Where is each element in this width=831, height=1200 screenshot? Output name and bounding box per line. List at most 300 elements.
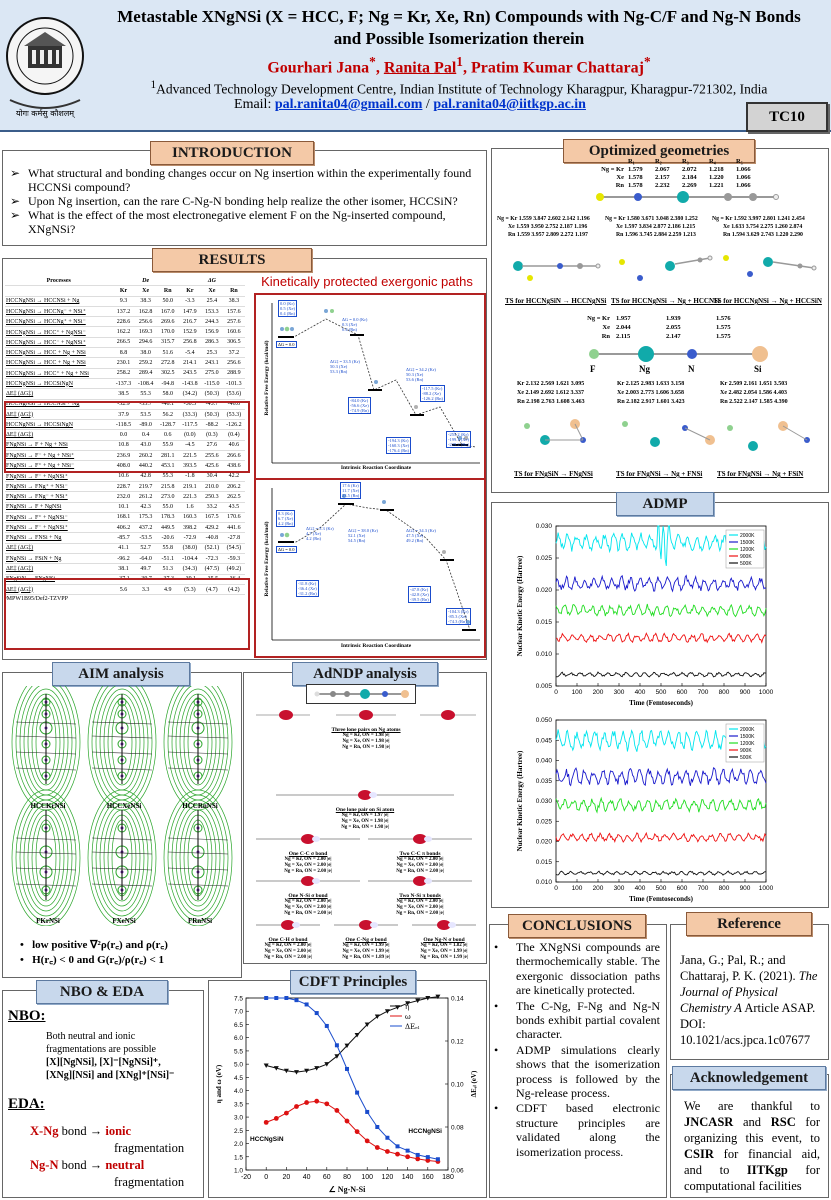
value-cell: 10.8 bbox=[112, 440, 134, 450]
process-cell: FNgNSi → F + NgNSi bbox=[5, 502, 112, 512]
y-tick-label: 5.5 bbox=[233, 1048, 243, 1056]
value-cell: 25.3 bbox=[201, 348, 223, 358]
value-cell: 4.9 bbox=[157, 584, 179, 594]
value-cell: 258.2 bbox=[112, 368, 134, 378]
y-tick-label: 0.030 bbox=[535, 523, 552, 530]
value-cell: 408.0 bbox=[112, 461, 134, 471]
x-tick-label: 500 bbox=[655, 885, 667, 892]
value-cell: 228.7 bbox=[112, 481, 134, 491]
table-row bbox=[5, 554, 245, 564]
y-tick-label: 0.020 bbox=[535, 838, 552, 846]
ts-label: TS for HCCNgNSi → Ng + HCCSiN bbox=[713, 297, 822, 305]
ts-block-data: Xe 1.633 3.754 2.275 1.260 2.874 bbox=[723, 224, 803, 230]
y-tick-label: 0.010 bbox=[535, 651, 552, 658]
value-cell: 244.3 bbox=[201, 317, 223, 327]
value-cell: 441.6 bbox=[223, 523, 245, 533]
data-point bbox=[274, 996, 278, 1000]
value-cell: 5.6 bbox=[112, 584, 134, 594]
value-cell: -36.4 bbox=[223, 574, 245, 584]
value-cell: 206.2 bbox=[223, 481, 245, 491]
geom-row: Rn 1.578 2.232 2.269 1.221 1.066 bbox=[615, 182, 751, 189]
table-row bbox=[5, 543, 245, 553]
value-cell: 230.1 bbox=[112, 358, 134, 368]
chart2-label: -47.8 (Kr) -42.8 (Xe) -39.5 (Rn) bbox=[410, 587, 429, 602]
x-tick-label: 180 bbox=[442, 1174, 454, 1181]
value-cell: 286.3 bbox=[201, 337, 223, 347]
conclusion-item: • The XNgNSi compounds are thermochemically stable. The exergonic dissociation paths are kinetically protected. bbox=[494, 940, 660, 998]
author-3: Pratim Kumar Chattaraj bbox=[470, 59, 644, 77]
adndp-line: Ng = Rn, ON = 1.98 |e| bbox=[342, 745, 390, 750]
value-cell: -53.7 bbox=[135, 399, 157, 409]
highlight-box-1 bbox=[4, 401, 250, 473]
chart2-label: ΔG‡ = 34.3 (Kr) 47.5 (Xe) 49.2 (Rn) bbox=[406, 528, 436, 543]
ts-block-data: Rn 1.559 3.957 2.809 2.272 1.197 bbox=[508, 232, 588, 238]
value-cell: 175.3 bbox=[135, 512, 157, 522]
intro-item: ➢ Upon Ng insertion, can the rare C-Ng-N bonding help realize the other isomer, HCCSiN? bbox=[10, 194, 458, 208]
authors: Gourhari Jana*, Ranita Pal$^1$, Pratim Kumar Chattaraj* bbox=[267, 54, 651, 77]
x-tick-label: 600 bbox=[676, 689, 688, 696]
legend-entry: 1500K bbox=[740, 734, 755, 740]
value-cell: 306.5 bbox=[223, 337, 245, 347]
conclusion-item: • The C-Ng, F-Ng and Ng-N bonds exhibit partial covalent character. bbox=[494, 998, 660, 1042]
table-row bbox=[5, 378, 245, 388]
y-tick-label: 4.5 bbox=[233, 1074, 243, 1082]
value-cell: 156.9 bbox=[201, 327, 223, 337]
adndp-group bbox=[250, 830, 366, 875]
value-cell: 398.2 bbox=[179, 523, 201, 533]
x-tick-label: 100 bbox=[571, 689, 583, 696]
y-tick-label: 3.5 bbox=[233, 1101, 243, 1109]
process-cell: ΔE‡ (ΔG‡) bbox=[5, 430, 112, 440]
cdft-chart bbox=[212, 992, 483, 1194]
adndp-title: AdNDP analysis bbox=[292, 662, 438, 686]
legend-entry: 1500K bbox=[740, 540, 755, 546]
adndp-group bbox=[250, 916, 326, 961]
process-cell: HCCNgNSi → HCC⁺ + NgNSi⁻ bbox=[5, 327, 112, 337]
x-tick-label: 100 bbox=[361, 1174, 374, 1181]
value-cell: (47.5) bbox=[201, 564, 223, 574]
value-cell: (0.3) bbox=[201, 430, 223, 440]
adndp-orbital bbox=[250, 916, 326, 932]
ts-block-data: Xe 1.559 3.950 2.752 2.187 1.196 bbox=[508, 224, 588, 230]
poster-tag: TC10 bbox=[746, 102, 828, 132]
adndp-group-title: Three lone pairs on Ng atoms bbox=[331, 727, 401, 733]
chart1-label: ΔG‡ = 34.2 (Kr) 50.3 (Xe) 53.6 (Rn) bbox=[406, 367, 436, 382]
x-axis-label: Time (Femtoseconds) bbox=[629, 699, 693, 707]
value-cell: (50.3) bbox=[201, 409, 223, 419]
value-cell: -118.5 bbox=[112, 420, 134, 430]
value-cell: 178.3 bbox=[157, 512, 179, 522]
y-tick-label: 0.010 bbox=[535, 879, 552, 886]
adndp-line: Ng = Rn, ON = 1.99 |e| bbox=[420, 955, 468, 960]
value-cell: 51.3 bbox=[157, 564, 179, 574]
value-cell: 215.8 bbox=[157, 481, 179, 491]
x-tick-label: 1000 bbox=[758, 689, 774, 696]
value-cell: 256.6 bbox=[135, 317, 157, 327]
process-cell: FNgNSi → F⁻ + Ng + NSi⁺ bbox=[5, 451, 112, 461]
value-cell: -27.8 bbox=[223, 533, 245, 543]
eda-line-2: Ng-N bond → neutral bbox=[30, 1158, 145, 1172]
x-tick-label: 700 bbox=[697, 885, 709, 892]
value-cell: (54.5) bbox=[223, 543, 245, 553]
email-link-1[interactable]: pal.ranita04@gmail.com bbox=[274, 97, 423, 112]
f-ts-data: Rn 2.182 2.917 1.601 3.423 bbox=[617, 399, 685, 405]
value-cell: -72.3 bbox=[201, 554, 223, 564]
highlight-box-2 bbox=[4, 578, 250, 650]
value-cell: -39.7 bbox=[135, 574, 157, 584]
adndp-orbital bbox=[362, 830, 478, 846]
value-cell: -45.7 bbox=[201, 399, 223, 409]
process-cell: HCCNgNSi → HCCSiNgN bbox=[5, 378, 112, 388]
value-cell: 221.5 bbox=[179, 451, 201, 461]
adndp-line: Ng = Rn, ON = 1.89 |e| bbox=[342, 955, 390, 960]
aim-label: HCCXeNSi bbox=[106, 802, 142, 810]
value-cell: -137.3 bbox=[112, 378, 134, 388]
intro-item: ➢ What structural and bonding changes occur on Ng insertion within the experimentally found HCCNSi compound? bbox=[10, 166, 472, 194]
aim-contour-plot bbox=[164, 790, 232, 926]
data-point bbox=[385, 1136, 389, 1140]
value-cell: -89.0 bbox=[135, 420, 157, 430]
data-point bbox=[305, 1002, 309, 1006]
value-cell: 43.5 bbox=[223, 502, 245, 512]
data-point bbox=[335, 1108, 340, 1113]
data-point bbox=[345, 1119, 350, 1124]
value-cell: 56.2 bbox=[157, 409, 179, 419]
adndp-orbital bbox=[250, 830, 366, 846]
value-cell: 153.3 bbox=[201, 306, 223, 316]
value-cell: 137.2 bbox=[112, 306, 134, 316]
value-cell: 289.4 bbox=[135, 368, 157, 378]
value-cell: 272.8 bbox=[157, 358, 179, 368]
aim-contour-plot bbox=[164, 686, 232, 810]
energy-profile-2 bbox=[254, 478, 486, 658]
process-cell: FNgNSi → F⁻ + NgNSi⁺ bbox=[5, 523, 112, 533]
y-tick-label: 1.0 bbox=[233, 1167, 243, 1175]
process-cell: HCCNgNSi → HCCNg⁻ + NSi⁺ bbox=[5, 306, 112, 316]
adndp-line: Ng = Rn, ON = 2.00 |e| bbox=[396, 911, 444, 916]
ts-molecules-row1 bbox=[500, 244, 822, 294]
iit-logo bbox=[4, 4, 86, 122]
value-cell: -40.8 bbox=[201, 533, 223, 543]
y-axis-label: Nuclear Kinetic Energy (Hartree) bbox=[516, 555, 524, 657]
energy-profile-1 bbox=[254, 293, 486, 481]
process-cell: FNgNSi → FNg⁻ + NSi⁺ bbox=[5, 492, 112, 502]
chart2-ylabel: Relative Free Energy (kcal/mol) bbox=[264, 521, 270, 597]
data-point bbox=[355, 1091, 359, 1095]
legend-entry: 2000K bbox=[740, 727, 755, 733]
ts-block-data: Ng = Kr 1.559 3.847 2.602 2.142 1.196 bbox=[497, 216, 590, 222]
process-cell: ΔE‡ (ΔG‡) bbox=[5, 389, 112, 399]
y-tick-label: 2.0 bbox=[233, 1141, 243, 1149]
conclusions-title: CONCLUSIONS bbox=[508, 914, 646, 938]
value-cell: 170.0 bbox=[157, 327, 179, 337]
aim-bullet: • low positive ∇²ρ(r꜀) and ρ(r꜀) bbox=[20, 939, 168, 951]
ts-label: TS for HCCNgSiN → HCCNgNSi bbox=[505, 297, 607, 305]
value-cell: 228.6 bbox=[112, 317, 134, 327]
y2-axis-label: ΔEₑₗ (eV) bbox=[470, 1070, 478, 1098]
value-cell: (49.2) bbox=[223, 564, 245, 574]
x-tick-label: 120 bbox=[381, 1174, 394, 1181]
poster-title bbox=[90, 6, 828, 50]
adndp-line: Ng = Rn, ON = 2.00 |e| bbox=[264, 955, 312, 960]
value-cell: 55.9 bbox=[157, 440, 179, 450]
adndp-line: Ng = Rn, ON = 2.00 |e| bbox=[284, 911, 332, 916]
y2-tick-label: 0.14 bbox=[451, 995, 464, 1003]
value-cell: 42.3 bbox=[135, 502, 157, 512]
adndp-group bbox=[362, 830, 478, 875]
value-cell: -37.3 bbox=[157, 574, 179, 584]
y-tick-label: 4.0 bbox=[233, 1088, 243, 1096]
value-cell: 0.0 bbox=[112, 430, 134, 440]
f-ts-data: Rn 2.522 2.147 1.585 4.390 bbox=[720, 399, 788, 405]
adndp-line: Ng = Kr, ON = 2.00 |e| bbox=[284, 857, 332, 862]
value-cell: 449.5 bbox=[157, 523, 179, 533]
value-cell: (0.4) bbox=[223, 430, 245, 440]
x-tick-label: 100 bbox=[571, 885, 583, 892]
adndp-line: Ng = Kr, ON = 2.00 |e| bbox=[396, 857, 444, 862]
geom-row: Ng = Kr 1.579 2.067 2.072 1.218 1.066 bbox=[601, 166, 751, 173]
adndp-line: Ng = Rn, ON = 2.00 |e| bbox=[396, 869, 444, 874]
data-point bbox=[304, 1100, 309, 1105]
adndp-line: Ng = Xe, ON = 2.00 |e| bbox=[396, 905, 444, 910]
adndp-line: Ng = Xe, ON = 2.00 |e| bbox=[284, 863, 332, 868]
eda-frag-2: fragmentation bbox=[114, 1175, 185, 1189]
process-cell: FNgNSi → FNSi + Ng bbox=[5, 533, 112, 543]
adndp-group-title: One N-Si σ bond bbox=[288, 893, 328, 899]
conclusion-item: • CDFT based electronic structure principles are validated along the isomerization process. bbox=[494, 1101, 660, 1159]
chart2-label: 17.6 (Kr) 11.7 (Xe) 23.5 (Rn) bbox=[342, 483, 360, 498]
value-cell: 425.6 bbox=[201, 461, 223, 471]
value-cell: 37.9 bbox=[112, 409, 134, 419]
value-cell: 257.6 bbox=[223, 317, 245, 327]
adndp-group-title: Two N-Si π bonds bbox=[399, 893, 441, 899]
value-cell: -59.3 bbox=[223, 554, 245, 564]
value-cell: (5.3) bbox=[179, 584, 201, 594]
value-cell: 37.2 bbox=[223, 348, 245, 358]
adndp-group bbox=[270, 786, 460, 831]
aim-title: AIM analysis bbox=[52, 662, 190, 686]
chart2-label: -31.8 (Kr) -36.4 (Xe) -31.2 (Rn) bbox=[298, 581, 317, 596]
email-line: Email: pal.ranita04@gmail.com / pal.ranita04@iitkgp.ac.in bbox=[234, 97, 586, 112]
y-tick-label: 5.0 bbox=[233, 1061, 243, 1069]
value-cell: 41.1 bbox=[112, 543, 134, 553]
value-cell: -94.8 bbox=[157, 378, 179, 388]
data-point bbox=[416, 1153, 420, 1157]
x-tick-label: 400 bbox=[634, 885, 646, 892]
value-cell: 256.8 bbox=[179, 337, 201, 347]
x-axis-label: ∠ Ng-N-Si bbox=[328, 1185, 366, 1194]
y-axis-label: Nuclear Kinetic Energy (Hartree) bbox=[516, 750, 524, 852]
value-cell: 157.6 bbox=[223, 306, 245, 316]
y2-tick-label: 0.06 bbox=[451, 1167, 464, 1175]
chart2-label: ΔG‡ = 5.3 (Kr) 4.7 (Xe) 4.2 (Rn) bbox=[306, 526, 334, 541]
y-tick-label: 0.035 bbox=[535, 777, 552, 785]
value-cell: 210.0 bbox=[201, 481, 223, 491]
adndp-group-title: One C-C σ bond bbox=[288, 851, 328, 857]
ts-block-data: Ng = Kr 1.580 3.671 3.048 2.380 1.252 bbox=[605, 216, 698, 222]
value-cell: 40.6 bbox=[223, 440, 245, 450]
value-cell: (4.2) bbox=[223, 584, 245, 594]
y-tick-label: 0.040 bbox=[535, 757, 552, 765]
value-cell: 27.6 bbox=[201, 440, 223, 450]
value-cell: -3.3 bbox=[179, 296, 201, 306]
legend-entry: 900K bbox=[740, 748, 752, 754]
adndp-line: Ng = Kr, ON = 1.97 |e| bbox=[341, 813, 389, 818]
process-cell: ΔE‡ (ΔG‡) bbox=[5, 409, 112, 419]
value-cell: -4.5 bbox=[179, 440, 201, 450]
x-tick-label: 800 bbox=[718, 885, 730, 892]
value-cell: 261.2 bbox=[135, 492, 157, 502]
y-axis-label: η and ω (eV) bbox=[215, 1064, 223, 1104]
f-ts-data: Xe 2.482 2.054 1.586 4.403 bbox=[720, 390, 787, 396]
x-tick-label: 900 bbox=[739, 689, 751, 696]
value-cell: 275.0 bbox=[201, 368, 223, 378]
aim-label: FXeNSi bbox=[112, 917, 136, 925]
value-cell: 440.2 bbox=[135, 461, 157, 471]
y-tick-label: 0.015 bbox=[535, 619, 552, 626]
adndp-line: Ng = Kr, ON = 1.98 |e| bbox=[342, 733, 390, 738]
y-tick-label: 0.030 bbox=[535, 798, 552, 805]
value-cell: 55.0 bbox=[157, 502, 179, 512]
legend-entry: 900K bbox=[740, 554, 752, 560]
x-tick-label: 200 bbox=[592, 689, 604, 696]
value-cell: 147.9 bbox=[179, 306, 201, 316]
x-tick-label: 1000 bbox=[758, 885, 774, 892]
value-cell: -96.2 bbox=[112, 554, 134, 564]
process-cell: ΔE‡ (ΔG‡) bbox=[5, 543, 112, 553]
table-row bbox=[5, 306, 245, 316]
table-row bbox=[5, 502, 245, 512]
y-tick-label: 0.050 bbox=[535, 717, 552, 724]
value-cell: -46.1 bbox=[157, 399, 179, 409]
value-cell: 55.8 bbox=[157, 543, 179, 553]
aim-contour-plot bbox=[88, 686, 156, 810]
chart1-label: -194.3 (Kr) -160.3 (Xe) -176.4 (Rn) bbox=[388, 438, 409, 453]
adndp-orbital bbox=[250, 872, 366, 888]
x-axis-label: Time (Femtoseconds) bbox=[629, 895, 693, 903]
value-cell: 170.6 bbox=[223, 512, 245, 522]
value-cell: 38.0 bbox=[135, 348, 157, 358]
value-cell: 260.2 bbox=[135, 451, 157, 461]
table-footnote: ᵃMPW1B95/Def2-TZVPP bbox=[5, 596, 68, 603]
value-cell: -72.9 bbox=[179, 533, 201, 543]
adndp-orbital bbox=[250, 706, 482, 722]
legend-entry: ω bbox=[405, 1013, 411, 1021]
value-cell: -53.5 bbox=[135, 533, 157, 543]
value-cell: 25.4 bbox=[201, 296, 223, 306]
adndp-line: Ng = Xe, ON = 1.99 |e| bbox=[420, 949, 468, 954]
value-cell: 162.2 bbox=[112, 327, 134, 337]
table-row bbox=[5, 368, 245, 378]
value-cell: -101.3 bbox=[223, 378, 245, 388]
value-cell: 30.4 bbox=[201, 471, 223, 481]
x-tick-label: 20 bbox=[282, 1174, 291, 1181]
value-cell: 10.1 bbox=[112, 502, 134, 512]
legend-entry: 1200K bbox=[740, 741, 755, 747]
author-1: Gourhari Jana bbox=[267, 59, 370, 77]
chart1-label: -255.2 (Kr) -199.1 (Xe) -229.2 (Rn) bbox=[448, 432, 469, 447]
value-cell: 168.1 bbox=[112, 512, 134, 522]
adndp-orbital bbox=[406, 916, 482, 932]
geom-row: Xe 1.578 2.157 2.184 1.220 1.066 bbox=[616, 174, 751, 181]
value-cell: 162.8 bbox=[135, 306, 157, 316]
value-cell: 256.6 bbox=[223, 358, 245, 368]
adndp-orbital bbox=[362, 872, 478, 888]
fnsi-molecule bbox=[582, 344, 782, 364]
annotation: HCCNgNSi bbox=[408, 1127, 442, 1135]
legend-entry: 1200K bbox=[740, 547, 755, 553]
value-cell: 269.6 bbox=[157, 317, 179, 327]
value-cell: -35.5 bbox=[201, 574, 223, 584]
table-row bbox=[5, 337, 245, 347]
value-cell: (0.0) bbox=[179, 430, 201, 440]
value-cell: 49.7 bbox=[135, 564, 157, 574]
adndp-group bbox=[250, 872, 366, 917]
admp-title: ADMP bbox=[616, 492, 714, 516]
data-point bbox=[365, 1138, 370, 1143]
x-tick-label: 400 bbox=[634, 689, 646, 696]
process-cell: FNgNSi → FNg⁺ + NSi⁻ bbox=[5, 481, 112, 491]
nbo-label: NBO: bbox=[8, 1008, 46, 1024]
value-cell: 259.2 bbox=[135, 358, 157, 368]
value-cell: -39.1 bbox=[179, 574, 201, 584]
aim-bullet: • H(r꜀) < 0 and G(r꜀)/ρ(r꜀) < 1 bbox=[20, 954, 164, 966]
data-point bbox=[294, 1104, 299, 1109]
fnsi-row: Rn 2.115 2.147 1.575 bbox=[601, 333, 731, 340]
adndp-line: Ng = Rn, ON = 2.00 |e| bbox=[284, 869, 332, 874]
value-cell: 10.6 bbox=[112, 471, 134, 481]
adndp-group-title: One Ng-N σ bond bbox=[423, 937, 465, 943]
process-cell: HCCNgNSi → HCCNg⁺ + NSi⁻ bbox=[5, 317, 112, 327]
reference-title: Reference bbox=[686, 912, 812, 936]
y-tick-label: 6.5 bbox=[233, 1021, 243, 1029]
ack-text: We are thankful to JNCASR and RSC for organizing this event, to CSIR for financial aid, and to IITKgp for computational facilities bbox=[684, 1099, 820, 1193]
results-title: RESULTS bbox=[152, 248, 312, 272]
aim-label: HCCKrNSi bbox=[30, 802, 66, 810]
adndp-line: Ng = Rn, ON = 1.98 |e| bbox=[341, 825, 389, 830]
admp-chart-2 bbox=[500, 712, 822, 904]
value-cell: 221.3 bbox=[179, 492, 201, 502]
value-cell: 43.0 bbox=[135, 440, 157, 450]
fnsi-row: Ng = Kr 1.957 1.939 1.576 bbox=[587, 315, 731, 322]
admp-chart-1 bbox=[500, 518, 822, 708]
value-cell: 453.1 bbox=[157, 461, 179, 471]
adndp-line: Ng = Kr, ON = 2.00 |e| bbox=[264, 943, 312, 948]
y-tick-label: 1.5 bbox=[233, 1154, 243, 1162]
value-cell: 266.6 bbox=[223, 451, 245, 461]
value-cell: 42.8 bbox=[135, 471, 157, 481]
value-cell: -1.8 bbox=[179, 471, 201, 481]
x-tick-label: 200 bbox=[592, 885, 604, 892]
f-ts-data: Xe 2.003 2.773 1.606 3.658 bbox=[617, 390, 684, 396]
y-tick-label: 2.5 bbox=[233, 1127, 243, 1135]
email-link-2[interactable]: pal.ranita04@iitkgp.ac.in bbox=[433, 97, 586, 112]
process-cell: HCCNgNSi → HCC + Ng + NSi bbox=[5, 348, 112, 358]
ts-block-data: Rn 1.596 3.745 2.884 2.259 1.213 bbox=[616, 232, 696, 238]
value-cell: 315.7 bbox=[157, 337, 179, 347]
nbo-title: NBO & EDA bbox=[36, 980, 168, 1004]
ack-title: Acknowledgement bbox=[672, 1066, 826, 1090]
value-cell: 52.7 bbox=[135, 543, 157, 553]
value-cell: 55.3 bbox=[157, 471, 179, 481]
value-cell: 38.3 bbox=[223, 296, 245, 306]
value-cell: 243.1 bbox=[201, 358, 223, 368]
value-cell: -85.7 bbox=[112, 533, 134, 543]
data-point bbox=[365, 1110, 369, 1114]
value-cell: 58.0 bbox=[157, 389, 179, 399]
x-tick-label: 300 bbox=[613, 885, 625, 892]
value-cell: 160.3 bbox=[179, 512, 201, 522]
